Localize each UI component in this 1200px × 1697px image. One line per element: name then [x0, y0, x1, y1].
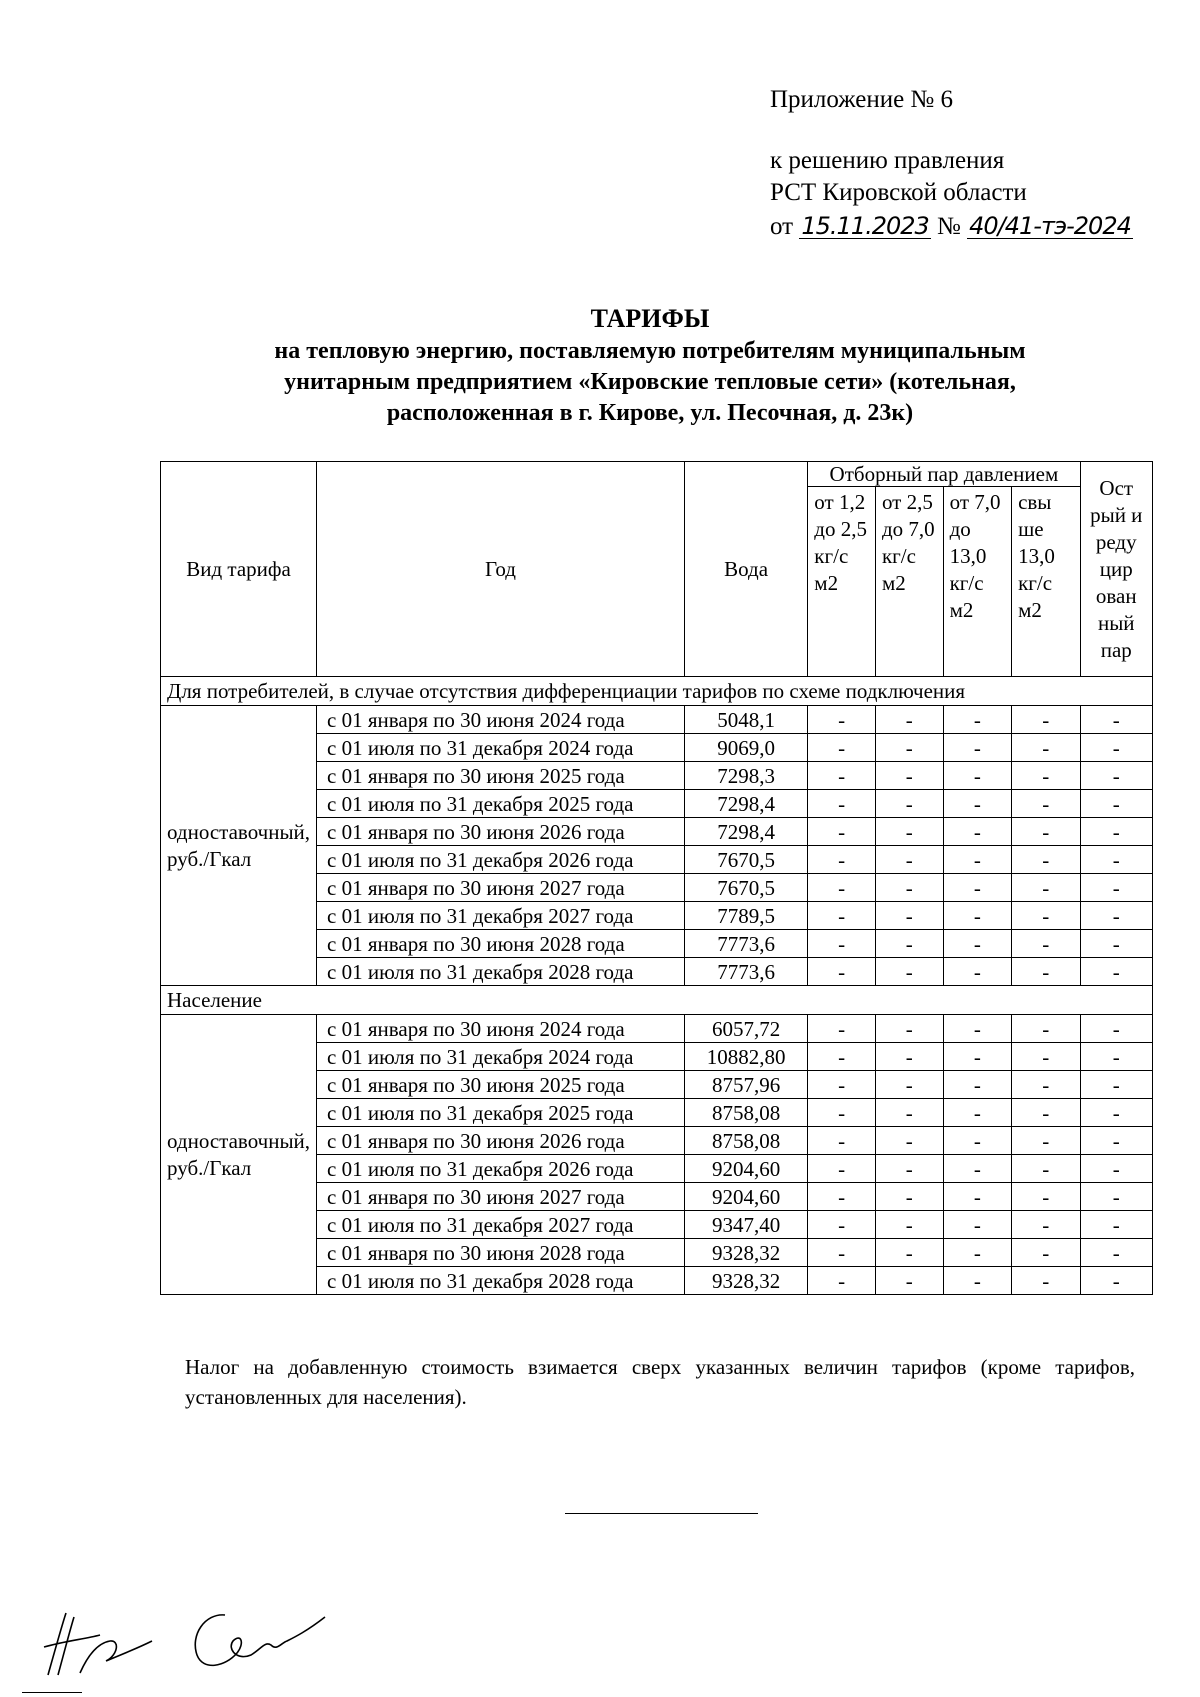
decision-line-2: РСТ Кировской области: [770, 179, 1027, 206]
document-title: [150, 303, 1150, 429]
steam-p5-cell: -: [1080, 1183, 1152, 1211]
steam-p4-cell: -: [1012, 846, 1080, 874]
steam-p2-cell: -: [875, 1267, 943, 1295]
steam-p5-cell: -: [1080, 874, 1152, 902]
period-cell: с 01 января по 30 июня 2025 года: [317, 1071, 685, 1099]
table-row: [161, 706, 1153, 734]
steam-p4-cell: -: [1012, 1127, 1080, 1155]
water-value-cell: 7670,5: [684, 846, 807, 874]
steam-p1-cell: -: [808, 818, 876, 846]
date-prefix: от: [770, 213, 794, 240]
page-edge-mark: [22, 1692, 82, 1693]
steam-p3-cell: -: [943, 818, 1011, 846]
steam-p5-cell: -: [1080, 958, 1152, 986]
steam-p1-cell: -: [808, 1211, 876, 1239]
decision-line-1: к решению правления: [770, 147, 1005, 174]
steam-p4-cell: -: [1012, 1015, 1080, 1043]
col-header-type: Вид тарифа: [161, 462, 317, 677]
water-value-cell: 10882,80: [684, 1043, 807, 1071]
steam-p5-cell: -: [1080, 1127, 1152, 1155]
divider-line: [565, 1513, 758, 1514]
tariff-table: [160, 461, 1153, 1295]
steam-p2-cell: -: [875, 1043, 943, 1071]
col-header-p4: свы ше 13,0 кг/с м2: [1012, 487, 1080, 677]
water-value-cell: 8758,08: [684, 1099, 807, 1127]
steam-p2-cell: -: [875, 1239, 943, 1267]
steam-p3-cell: -: [943, 1043, 1011, 1071]
appendix-label: Приложение № 6: [770, 86, 954, 113]
section-row: [161, 986, 1153, 1015]
water-value-cell: 7298,3: [684, 762, 807, 790]
steam-p3-cell: -: [943, 1183, 1011, 1211]
steam-p4-cell: -: [1012, 1155, 1080, 1183]
steam-p2-cell: -: [875, 1155, 943, 1183]
period-cell: с 01 января по 30 июня 2024 года: [317, 1015, 685, 1043]
steam-p4-cell: -: [1012, 902, 1080, 930]
steam-p2-cell: -: [875, 958, 943, 986]
water-value-cell: 9328,32: [684, 1239, 807, 1267]
steam-p1-cell: -: [808, 1099, 876, 1127]
steam-p3-cell: -: [943, 930, 1011, 958]
steam-p3-cell: -: [943, 734, 1011, 762]
water-value-cell: 7773,6: [684, 930, 807, 958]
steam-p2-cell: -: [875, 1127, 943, 1155]
steam-p2-cell: -: [875, 762, 943, 790]
steam-p5-cell: -: [1080, 706, 1152, 734]
period-cell: с 01 января по 30 июня 2026 года: [317, 1127, 685, 1155]
decision-date-line: [770, 212, 1133, 242]
steam-p1-cell: -: [808, 1239, 876, 1267]
water-value-cell: 7298,4: [684, 790, 807, 818]
steam-p5-cell: -: [1080, 1267, 1152, 1295]
period-cell: с 01 января по 30 июня 2028 года: [317, 930, 685, 958]
tariff-type-cell: одноставочный, руб./Гкал: [161, 706, 317, 986]
steam-p3-cell: -: [943, 874, 1011, 902]
title-line-1: на тепловую энергию, поставляемую потребителям муниципальным: [274, 338, 1026, 364]
steam-p2-cell: -: [875, 734, 943, 762]
col-header-p3: от 7,0 до 13,0 кг/с м2: [943, 487, 1011, 677]
steam-p5-cell: -: [1080, 1071, 1152, 1099]
steam-p5-cell: -: [1080, 818, 1152, 846]
steam-p2-cell: -: [875, 790, 943, 818]
steam-p1-cell: -: [808, 1155, 876, 1183]
period-cell: с 01 июля по 31 декабря 2027 года: [317, 902, 685, 930]
steam-p5-cell: -: [1080, 1211, 1152, 1239]
water-value-cell: 9328,32: [684, 1267, 807, 1295]
steam-p1-cell: -: [808, 734, 876, 762]
steam-p3-cell: -: [943, 1099, 1011, 1127]
period-cell: с 01 января по 30 июня 2028 года: [317, 1239, 685, 1267]
steam-p5-cell: -: [1080, 930, 1152, 958]
table-row: [161, 1015, 1153, 1043]
steam-p1-cell: -: [808, 790, 876, 818]
steam-p5-cell: -: [1080, 734, 1152, 762]
steam-p2-cell: -: [875, 1071, 943, 1099]
steam-p3-cell: -: [943, 1267, 1011, 1295]
steam-p3-cell: -: [943, 762, 1011, 790]
steam-p4-cell: -: [1012, 1267, 1080, 1295]
steam-p4-cell: -: [1012, 1239, 1080, 1267]
steam-p4-cell: -: [1012, 1211, 1080, 1239]
period-cell: с 01 июля по 31 декабря 2028 года: [317, 958, 685, 986]
period-cell: с 01 января по 30 июня 2025 года: [317, 762, 685, 790]
period-cell: с 01 июля по 31 декабря 2026 года: [317, 846, 685, 874]
header-row: [161, 462, 1153, 487]
steam-p3-cell: -: [943, 846, 1011, 874]
water-value-cell: 7298,4: [684, 818, 807, 846]
water-value-cell: 8757,96: [684, 1071, 807, 1099]
period-cell: с 01 января по 30 июня 2026 года: [317, 818, 685, 846]
steam-p1-cell: -: [808, 1071, 876, 1099]
steam-p3-cell: -: [943, 1211, 1011, 1239]
steam-p1-cell: -: [808, 874, 876, 902]
steam-p1-cell: -: [808, 1043, 876, 1071]
steam-p5-cell: -: [1080, 1099, 1152, 1127]
steam-p3-cell: -: [943, 958, 1011, 986]
steam-p5-cell: -: [1080, 1239, 1152, 1267]
period-cell: с 01 января по 30 июня 2024 года: [317, 706, 685, 734]
title-line-2: унитарным предприятием «Кировские тепловые сети» (котельная,: [284, 369, 1016, 395]
period-cell: с 01 июля по 31 декабря 2025 года: [317, 790, 685, 818]
number-prefix: №: [937, 213, 961, 240]
steam-p4-cell: -: [1012, 1071, 1080, 1099]
steam-p2-cell: -: [875, 1183, 943, 1211]
period-cell: с 01 июля по 31 декабря 2025 года: [317, 1099, 685, 1127]
steam-p4-cell: -: [1012, 930, 1080, 958]
steam-p2-cell: -: [875, 874, 943, 902]
steam-p2-cell: -: [875, 930, 943, 958]
steam-p3-cell: -: [943, 790, 1011, 818]
steam-p3-cell: -: [943, 902, 1011, 930]
water-value-cell: 7789,5: [684, 902, 807, 930]
steam-p3-cell: -: [943, 706, 1011, 734]
period-cell: с 01 июля по 31 декабря 2026 года: [317, 1155, 685, 1183]
signature-2: [185, 1605, 335, 1675]
steam-p5-cell: -: [1080, 1015, 1152, 1043]
steam-p2-cell: -: [875, 818, 943, 846]
steam-p5-cell: -: [1080, 846, 1152, 874]
col-header-year: Год: [317, 462, 685, 677]
steam-p1-cell: -: [808, 846, 876, 874]
steam-p3-cell: -: [943, 1015, 1011, 1043]
steam-p1-cell: -: [808, 762, 876, 790]
steam-p3-cell: -: [943, 1127, 1011, 1155]
steam-p4-cell: -: [1012, 706, 1080, 734]
steam-p5-cell: -: [1080, 902, 1152, 930]
steam-p4-cell: -: [1012, 1099, 1080, 1127]
steam-p1-cell: -: [808, 1127, 876, 1155]
steam-p4-cell: -: [1012, 874, 1080, 902]
steam-p2-cell: -: [875, 1015, 943, 1043]
tariff-type-cell: одноставочный, руб./Гкал: [161, 1015, 317, 1295]
steam-p4-cell: -: [1012, 790, 1080, 818]
steam-p4-cell: -: [1012, 818, 1080, 846]
title-line-3: расположенная в г. Кирове, ул. Песочная, д. 23к): [386, 400, 914, 426]
steam-p5-cell: -: [1080, 1155, 1152, 1183]
col-header-water: Вода: [684, 462, 807, 677]
decision-number: 40/41-тэ-2024: [969, 212, 1131, 240]
period-cell: с 01 июля по 31 декабря 2028 года: [317, 1267, 685, 1295]
steam-p4-cell: -: [1012, 958, 1080, 986]
steam-p1-cell: -: [808, 902, 876, 930]
steam-p1-cell: -: [808, 1183, 876, 1211]
section-title: Для потребителей, в случае отсутствия дифференциации тарифов по схеме подключения: [161, 677, 1153, 706]
steam-p2-cell: -: [875, 1211, 943, 1239]
water-value-cell: 9204,60: [684, 1183, 807, 1211]
water-value-cell: 6057,72: [684, 1015, 807, 1043]
col-header-sharp-steam: Ост рый и реду цир ован ный пар: [1080, 462, 1152, 677]
steam-p2-cell: -: [875, 846, 943, 874]
steam-p2-cell: -: [875, 1099, 943, 1127]
steam-p2-cell: -: [875, 706, 943, 734]
water-value-cell: 5048,1: [684, 706, 807, 734]
section-row: [161, 677, 1153, 706]
title-main: ТАРИФЫ: [590, 304, 710, 333]
steam-p4-cell: -: [1012, 1183, 1080, 1211]
water-value-cell: 9347,40: [684, 1211, 807, 1239]
period-cell: с 01 января по 30 июня 2027 года: [317, 874, 685, 902]
steam-p5-cell: -: [1080, 1043, 1152, 1071]
steam-p3-cell: -: [943, 1239, 1011, 1267]
water-value-cell: 7773,6: [684, 958, 807, 986]
water-value-cell: 7670,5: [684, 874, 807, 902]
steam-p1-cell: -: [808, 706, 876, 734]
period-cell: с 01 января по 30 июня 2027 года: [317, 1183, 685, 1211]
steam-p4-cell: -: [1012, 734, 1080, 762]
water-value-cell: 8758,08: [684, 1127, 807, 1155]
water-value-cell: 9069,0: [684, 734, 807, 762]
section-title: Население: [161, 986, 1153, 1015]
steam-p2-cell: -: [875, 902, 943, 930]
steam-p1-cell: -: [808, 930, 876, 958]
decision-date: 15.11.2023: [801, 212, 929, 240]
steam-p1-cell: -: [808, 958, 876, 986]
col-header-steam-group: Отборный пар давлением: [808, 462, 1080, 487]
col-header-p2: от 2,5 до 7,0 кг/с м2: [875, 487, 943, 677]
steam-p3-cell: -: [943, 1071, 1011, 1099]
steam-p1-cell: -: [808, 1267, 876, 1295]
steam-p3-cell: -: [943, 1155, 1011, 1183]
col-header-p1: от 1,2 до 2,5 кг/с м2: [808, 487, 876, 677]
vat-note: Налог на добавленную стоимость взимается сверх указанных величин тарифов (кроме тарифов, установленных для населения).: [185, 1355, 1135, 1409]
period-cell: с 01 июля по 31 декабря 2024 года: [317, 734, 685, 762]
water-value-cell: 9204,60: [684, 1155, 807, 1183]
steam-p4-cell: -: [1012, 1043, 1080, 1071]
steam-p5-cell: -: [1080, 762, 1152, 790]
signature-1: [40, 1605, 160, 1680]
steam-p1-cell: -: [808, 1015, 876, 1043]
steam-p4-cell: -: [1012, 762, 1080, 790]
period-cell: с 01 июля по 31 декабря 2024 года: [317, 1043, 685, 1071]
steam-p5-cell: -: [1080, 790, 1152, 818]
period-cell: с 01 июля по 31 декабря 2027 года: [317, 1211, 685, 1239]
